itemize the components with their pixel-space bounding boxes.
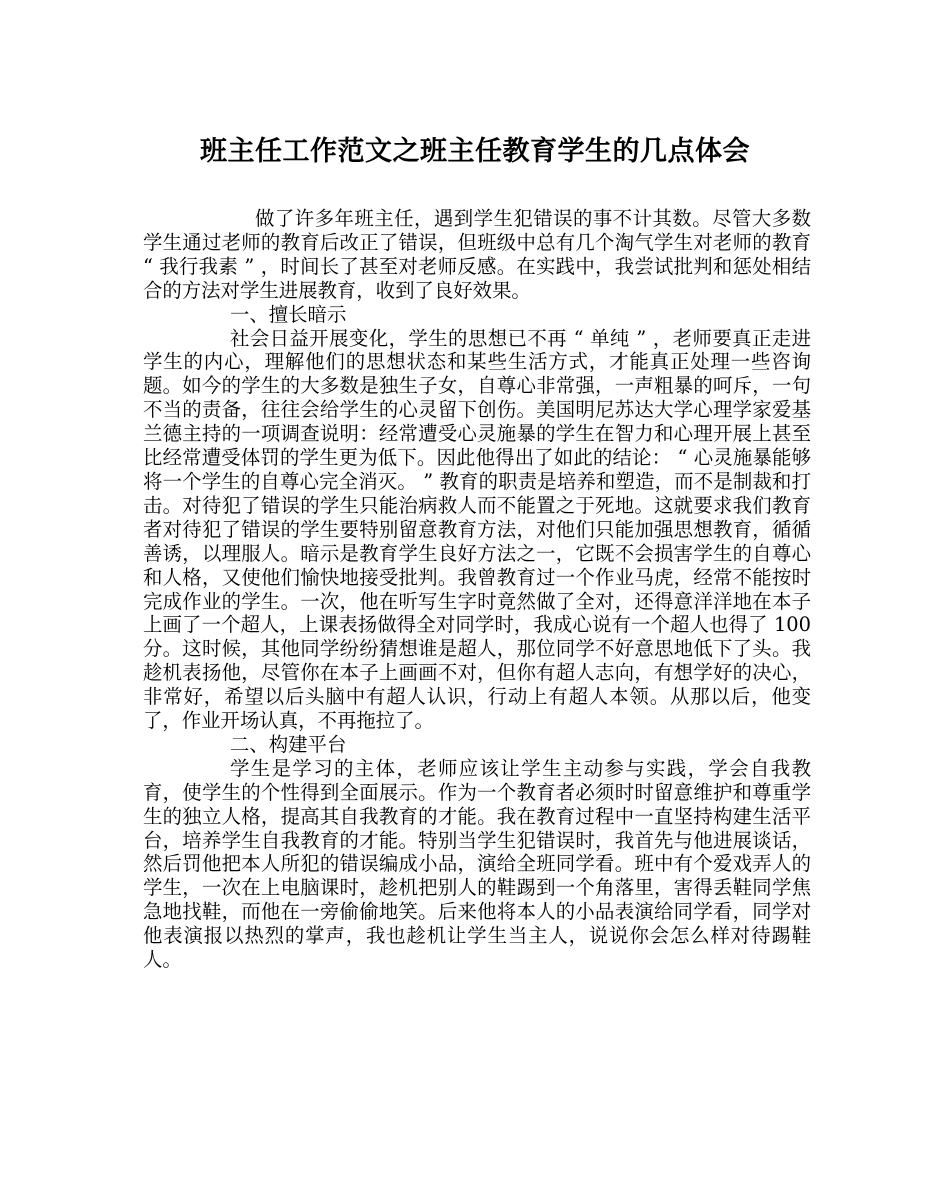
document-title: 班主任工作范文之班主任教育学生的几点体会 bbox=[200, 136, 750, 167]
section-heading-2: 二、构建平台 bbox=[230, 732, 347, 756]
section-1-paragraph: 社会日益开展变化，学生的思想已不再 “ 单纯 ” ，老师要真正走进学生的内心，理解他们的思想状态和某些生活方式，才能真正处理一些咨询题。如今的学生的大多数是独生子女，自尊心非常强，一声粗暴的呵斥，一句不当的责备，往往会给学生的心灵留下创伤。美国明尼苏达大学心理学家爱基兰德主持的一项调查说明：经常遭受心灵施暴的学生在智力和心理开展上甚至比经常遭受体罚的学生更为低下。因此他得出了如此的结论： “ 心灵施暴能够将一个学生的自尊心完全消灭。 ” 教育的职责是培养和塑造，而不是制裁和打击。对待犯了错误的学生只能治病救人而不能置之于死地。这就要求我们教育者对待犯了错误的学生要特别留意教育方法，对他们只能加强思想教育，循循善诱，以理服人。暗示是教育学生良好方法之一，它既不会损害学生的自尊心和人格，又使他们愉快地接受批判。我曾教育过一个作业马虎，经常不能按时完成作业的学生。一次，他在听写生字时竟然做了全对，还得意洋洋地在本子上画了一个超人，上课表扬做得全对同学时，我成心说有一个超人也得了 100 分。这时候，其他同学纷纷猜想谁是超人，那位同学不好意思地低下了头。我趁机表扬他，尽管你在本子上画画不对，但你有超人志向，有想学好的决心，非常好，希望以后头脑中有超人认识，行动上有超人本领。从那以后，他变了，作业开场认真，不再拖拉了。 bbox=[143, 326, 811, 733]
section-2-paragraph: 学生是学习的主体，老师应该让学生主动参与实践，学会自我教育，使学生的个性得到全面展示。作为一个教育者必须时时留意维护和尊重学生的独立人格，提高其自我教育的才能。我在教育过程中一直坚持构建生活平台，培养学生自我教育的才能。特别当学生犯错误时，我首先与他进展谈话，然后罚他把本人所犯的错误编成小品，演给全班同学看。班中有个爱戏弄人的学生，一次在上电脑课时，趁机把别人的鞋踢到一个角落里，害得丢鞋同学焦急地找鞋，而他在一旁偷偷地笑。后来他将本人的小品表演给同学看，同学对他表演报以热烈的掌声，我也趁机让学生当主人，说说你会怎么样对待踢鞋人。 bbox=[143, 756, 811, 972]
intro-paragraph: 做了许多年班主任，遇到学生犯错误的事不计其数。尽管大多数学生通过老师的教育后改正了错误，但班级中总有几个淘气学生对老师的教育 “ 我行我素 ” ，时间长了甚至对老师反感。在实践中，我尝试批判和惩处相结合的方法对学生进展教育，收到了良好效果。 bbox=[143, 207, 811, 302]
section-heading-1: 一、擅长暗示 bbox=[230, 302, 347, 326]
document-body bbox=[143, 207, 811, 972]
